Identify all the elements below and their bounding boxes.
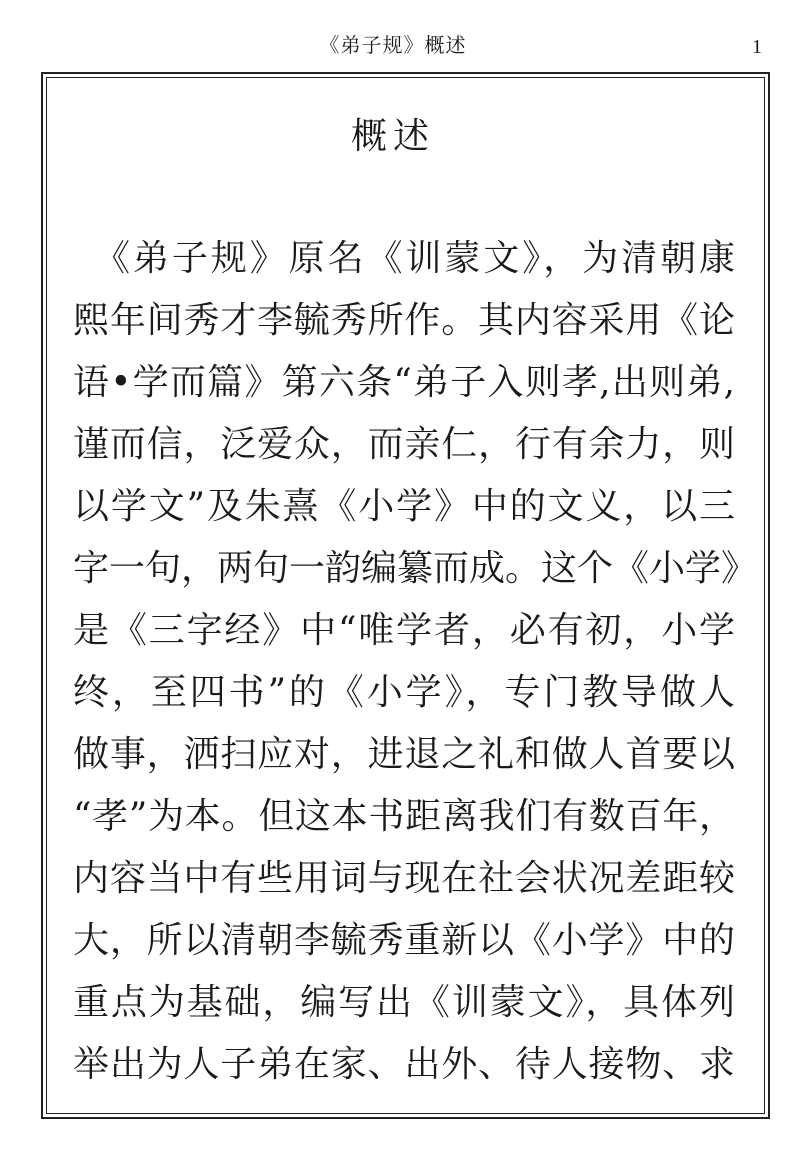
running-header: 《弟子规》概述	[319, 33, 467, 57]
text-line: 做事，洒扫应对，进退之礼和做人首要以	[73, 734, 735, 775]
text-line: 字一句，两句一韵编纂而成。这个《小学》	[73, 548, 758, 589]
text-line: 熙年间秀才李毓秀所作。其内容采用《论	[73, 300, 735, 341]
body-text	[73, 228, 758, 1096]
text-line: 举出为人子弟在家、出外、待人接物、求	[73, 1044, 735, 1085]
text-line: 内容当中有些用词与现在社会状况差距较	[73, 858, 735, 899]
page-number: 1	[752, 36, 762, 58]
text-line: 《弟子规》原名《训蒙文》，为清朝康	[73, 238, 735, 279]
text-line: 大，所以清朝李毓秀重新以《小学》中的	[73, 920, 735, 961]
text-line: “孝”为本。但这本书距离我们有数百年，	[73, 796, 735, 837]
text-line: 重点为基础，编写出《训蒙文》，具体列	[73, 982, 735, 1023]
text-line: 语•学而篇》第六条“弟子入则孝,出则弟,	[73, 362, 735, 403]
text-line: 以学文”及朱熹《小学》中的文义，以三	[73, 486, 735, 527]
text-line: 谨而信，泛爱众，而亲仁，行有余力，则	[73, 424, 735, 465]
text-line: 终，至四书”的《小学》，专门教导做人	[73, 672, 735, 713]
section-title: 概述	[350, 116, 435, 157]
text-line: 是《三字经》中“唯学者，必有初，小学	[73, 610, 735, 651]
